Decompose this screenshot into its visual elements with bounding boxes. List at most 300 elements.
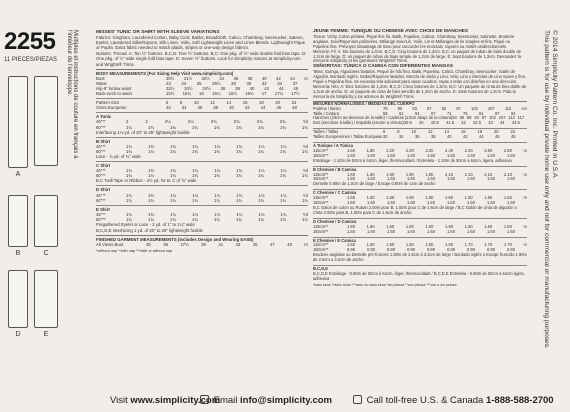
table-cell: 1¾	[214, 168, 221, 174]
table-cell: 36	[415, 134, 420, 140]
table-cell: 39	[201, 242, 206, 248]
table-cell: 1.60	[487, 176, 495, 182]
table-row	[313, 121, 527, 126]
table-cell: 1.60	[347, 176, 355, 182]
table-cell: 2.20	[405, 147, 414, 153]
table-cell: 1¾	[148, 192, 155, 198]
table-cell: 1.60	[367, 152, 375, 158]
garment-name: C Shirt	[96, 163, 111, 169]
table-cell: 33½	[184, 85, 193, 91]
finished-table	[96, 242, 308, 247]
table-cell: 92	[441, 105, 447, 111]
table-cell: 1.60	[425, 223, 434, 229]
garment-section	[313, 218, 527, 235]
table-cell: In	[304, 75, 308, 81]
table-cell: 15¾	[182, 91, 191, 97]
table-cell: 16½	[228, 91, 238, 97]
table-cell: 20	[493, 129, 499, 135]
garment-section	[96, 161, 308, 183]
mesures-heading: MESURES NORMALISÉES / MEDIDAS DEL CUERPO	[313, 101, 527, 107]
spanish-title: SEÑORITAS: TÚNICA O CAMISA CON DIFERENTES MANGAS	[313, 64, 453, 70]
table-cell: 1.60	[367, 176, 375, 182]
table-cell: 1.60	[367, 228, 375, 234]
mercerie-text: Mercerie: Fil. A: Dix boutons de 1,3cm. B,C,D: Cinq boutons de 1,3cm. B,C: un paquet de ruban de biais double de 1,3cm de large. D: un paquet de ruban de biais simple de 1,3cm de large. E: Sept boutons de 1,3cm. Demandez la mercerie Simplicity et les garnitures Wrights® Trims.	[313, 48, 521, 64]
table-cell: 1¾	[170, 143, 177, 149]
table-cell: 1.60	[366, 195, 375, 201]
table-cell: 1¾	[192, 173, 198, 179]
table-cell: 43	[235, 242, 241, 248]
table-cell: 1.60	[467, 176, 475, 182]
visit-link[interactable]: www.simplicity.com	[130, 395, 221, 406]
garment-name: E Chemise / E Camisa	[313, 237, 356, 243]
table-cell: 41.5	[446, 120, 454, 126]
tailles-table	[313, 128, 527, 140]
table-cell: 34½	[202, 85, 211, 91]
row-values	[166, 91, 308, 96]
table-cell: 1.60	[507, 228, 515, 234]
row-label: 115cm**	[313, 195, 329, 201]
table-cell: 1.60	[503, 223, 512, 229]
table-cell: 22	[510, 129, 515, 135]
table-cell: 35	[146, 242, 151, 248]
row-label: 45"**	[96, 211, 106, 217]
row-label: 150cm**	[313, 228, 329, 234]
table-cell: 28	[231, 80, 236, 86]
table-cell: 0.90	[367, 247, 375, 253]
tissus-text: Tissus: Vichy, Coton prélavé, Piqué fins fin, Batik, Popeline, Calicot, Chambray, Seersucker, Satinette, Broderie anglaise, Soie/Rayonnes prélavées, Mélange Soie/Lin, Voile, Lin et Mélanges de lin souples et fins, Piqué ou Popeline fine. Prévoyez davantage de tissu pour raccorder les écossais, rayures ou motifs unidirectionnels.	[313, 33, 515, 49]
table-cell: 1¾	[170, 173, 176, 179]
table-cell: 42	[461, 120, 466, 126]
garment-notions: Interfacing 1⅛ yd. of 20" to 25" lightweight fusible	[96, 129, 190, 135]
table-cell: 1.60	[447, 228, 455, 234]
table-cell: 1¾	[236, 211, 243, 217]
table-cell: 1.60	[347, 223, 355, 229]
table-cell: 36	[233, 75, 239, 81]
table-cell: 18	[259, 100, 264, 106]
row-label: Sizes-European	[96, 105, 127, 111]
table-cell: 1.60	[347, 147, 355, 153]
table-cell: 1.60	[386, 195, 395, 201]
visit-label: Visit	[110, 395, 128, 406]
table-cell: 1¾	[192, 192, 199, 198]
table-row	[96, 91, 308, 96]
body-measurements-heading: BODY MEASUREMENTS (For Sizing Help Visit www.simplicity.com)	[96, 69, 308, 76]
row-label: 150cm**	[313, 247, 329, 253]
row-label: Pattern Size	[96, 100, 120, 106]
table-cell: 1.60	[425, 195, 434, 201]
row-label: Tailles / Tallas	[313, 129, 339, 135]
table-cell: 1¾	[258, 216, 264, 222]
table-cell: 1.60	[487, 152, 495, 158]
table-cell: 23	[166, 80, 171, 86]
row-label: 45"**	[96, 168, 106, 174]
table-cell: 43	[488, 120, 493, 126]
table-cell: 15½	[166, 91, 175, 97]
table-cell: 1¾	[192, 143, 199, 149]
row-label: All Views Bust	[96, 242, 124, 248]
table-cell: 34	[219, 75, 225, 81]
table-cell: 40	[419, 120, 424, 126]
table-cell: 1¾	[192, 168, 199, 174]
footer-email	[200, 395, 332, 406]
garment-notions: B,C,D,E Entoilage - 0.90m de 50cm à 64cm, léger, thermocollant / B,C,D,E Entretela - 0.90m de 50cm a 64cm ligera, adhesiva	[313, 270, 525, 281]
table-cell: 1.60	[347, 171, 355, 177]
table-cell: 1¾	[280, 216, 286, 222]
table-cell: 42	[463, 134, 468, 140]
table-cell: 1¾	[258, 211, 265, 217]
table-cell: 1¾	[192, 197, 198, 203]
table-cell: 1.60	[447, 176, 455, 182]
table-cell: 0.90	[407, 247, 415, 253]
table-cell: 46	[293, 85, 299, 91]
table-cell: 49	[287, 242, 292, 248]
table-cell: 1¾	[148, 148, 154, 154]
table-cell: 2	[145, 119, 148, 125]
table-cell: 32½	[166, 85, 175, 91]
table-cell: 0.90	[347, 247, 355, 253]
table-cell: 34	[399, 134, 404, 140]
table-cell: 40	[447, 134, 452, 140]
table-cell: 1.60	[467, 200, 475, 206]
table-cell: 1.60	[407, 200, 415, 206]
table-cell: 1.60	[447, 152, 455, 158]
metrage-table	[313, 142, 527, 282]
table-cell: 1¾	[148, 143, 155, 149]
table-cell: 17	[261, 91, 267, 97]
table-cell: 1.60	[507, 176, 515, 182]
table-row	[96, 242, 308, 247]
table-cell: 1¾	[236, 216, 242, 222]
table-cell: 1¾	[192, 124, 198, 130]
table-cell: 36	[163, 242, 168, 248]
table-cell: 0.90	[487, 247, 495, 253]
table-cell: 38	[235, 85, 240, 91]
table-cell: 1¾	[236, 197, 242, 203]
garment-name: A Tunique / A Túnica	[313, 143, 353, 149]
garment-name: A Tunic	[96, 114, 112, 120]
table-cell: 1¾	[148, 211, 155, 217]
figure-b	[8, 195, 28, 257]
table-cell: 0.90	[427, 247, 435, 253]
table-cell: 0.90	[467, 247, 475, 253]
table-cell: cm	[521, 105, 527, 111]
table-cell: 1.50	[366, 242, 375, 248]
table-cell: 1¾	[236, 143, 243, 149]
table-cell: 1.60	[405, 195, 414, 201]
table-cell: 1.60	[427, 200, 435, 206]
table-cell: 18	[477, 129, 482, 135]
table-cell: 1¾	[170, 192, 177, 198]
row-label: 115cm**	[313, 223, 329, 229]
table-cell: 1.50	[386, 242, 395, 248]
row-values	[146, 242, 308, 247]
french-note-vertical	[66, 30, 80, 159]
row-label: 45"**	[96, 192, 106, 198]
table-cell: 10	[411, 129, 416, 135]
figure-c-label: C	[43, 250, 49, 257]
english-column	[96, 30, 308, 390]
garment-notions: Lace - ⅞ yd. of ¾" wide	[96, 153, 141, 159]
table-cell: 1¾	[126, 216, 132, 222]
table-cell: 6	[383, 129, 386, 135]
table-cell: 2.50	[503, 147, 512, 153]
table-cell: 1.60	[484, 223, 493, 229]
left-strip	[0, 0, 68, 412]
table-cell: 1.60	[507, 200, 515, 206]
garment-section	[96, 137, 308, 159]
row-label: 115cm**	[313, 147, 329, 153]
table-cell: 1¾	[214, 173, 220, 179]
table-cell: 1¾	[148, 197, 154, 203]
row-label: Waist	[96, 80, 107, 86]
table-cell: 2.10	[464, 171, 473, 177]
table-cell: 1¾	[280, 197, 286, 203]
table-cell: 1¾	[258, 197, 264, 203]
table-cell: 1¾	[236, 168, 243, 174]
table-cell: 32½	[201, 75, 210, 81]
row-label: 45"**	[96, 143, 106, 149]
table-cell: 38	[431, 134, 436, 140]
table-row	[313, 230, 527, 235]
table-cell: 16¾	[245, 91, 254, 97]
mesures-table	[313, 107, 527, 127]
table-cell: 107	[498, 115, 506, 121]
table-cell: 1¾	[280, 168, 287, 174]
table-cell: 1¾	[170, 197, 176, 203]
table-cell: 1¾	[126, 143, 132, 149]
table-cell: 2¾	[256, 119, 263, 125]
garment-name: B,C,D,E	[313, 266, 329, 272]
table-cell: 1¾	[170, 148, 176, 154]
footer-bar	[0, 392, 570, 412]
table-cell: 1.60	[405, 223, 414, 229]
copyright-text: © 2014 Simplicity Pattern Co. Inc. Printed in U.S.A.	[551, 30, 558, 180]
table-cell: 40	[249, 85, 255, 91]
row-values	[404, 121, 527, 126]
table-cell: 1.60	[503, 195, 512, 201]
table-cell: 78	[383, 105, 388, 111]
table-cell: 42	[264, 85, 270, 91]
table-cell: 1¾	[126, 124, 132, 130]
garment-notions: Broderie anglaise ou Dentelle pré-froncée 1.80m de 2.5cm à 3.2cm de large / Bordado inglés o Encaje fruncido 1.80m de 2.5cm a 3.2cm de ancho	[313, 252, 527, 263]
table-cell: 61	[399, 110, 404, 116]
table-cell: 1¾	[214, 192, 221, 198]
table-cell: 1¾	[126, 168, 132, 174]
table-cell: Yd	[302, 168, 308, 174]
table-cell: 44	[479, 134, 484, 140]
table-cell: 1.70	[484, 242, 493, 248]
table-cell: 71	[447, 110, 452, 116]
table-cell: 1¾	[192, 211, 199, 217]
garment-notions: B,C Galon de coton ou Ruban 2.00m pour B, 1.50m pour C de 1.6cm de large / B,C Galón de cinta de algodón o Cinta 2.00m para B, 1.50m para C de 1.6cm de ancho	[313, 205, 517, 215]
table-cell: 40.5	[430, 120, 439, 126]
table-cell: 1¾	[126, 148, 132, 154]
table-cell: 1.60	[425, 242, 434, 248]
table-cell: 1¾	[280, 173, 286, 179]
pattern-number: 2255	[4, 28, 56, 55]
garment-section	[313, 237, 527, 264]
table-cell: 17¼	[274, 91, 284, 97]
table-cell: 41	[218, 242, 224, 248]
table-cell: m	[523, 242, 527, 248]
table-cell: 1.60	[407, 228, 415, 234]
table-cell: 2.10	[484, 171, 493, 177]
row-values	[383, 135, 527, 140]
table-cell: 32	[166, 105, 171, 111]
row-label: Hanches (23cm au-dessous de la taille) / Caderas (23cm abajo de la cintura)	[313, 115, 453, 121]
english-title: MISSES' TUNIC OR SHIRT WITH SLEEVE VARIATIONS	[96, 30, 220, 35]
table-cell: 1¾	[258, 143, 265, 149]
table-cell: 1¾	[280, 192, 287, 198]
table-cell: 1¾	[148, 216, 154, 222]
table-cell: 1¾	[148, 168, 155, 174]
garment-name: C Chemise / C Camisa	[313, 190, 357, 196]
table-cell: Yd	[302, 211, 308, 217]
table-cell: 1.60	[507, 152, 515, 158]
table-cell: 1¾	[126, 211, 132, 217]
table-cell: 40	[229, 105, 234, 111]
row-label: 115cm**	[313, 171, 329, 177]
row-label: Hip-9" below waist	[96, 85, 132, 91]
finished-heading: FINISHED GARMENT MEASUREMENTS (Includes Design and Wearing EASE)	[96, 235, 308, 242]
table-cell: 102	[470, 105, 478, 111]
table-cell: 2¼	[187, 119, 194, 125]
garment-section	[96, 185, 308, 202]
table-cell: 1.50	[347, 242, 355, 248]
row-label: Back-neck to waist	[96, 91, 132, 97]
table-cell: 46	[276, 105, 282, 111]
email-link[interactable]: info@simplicity.com	[240, 395, 333, 406]
table-cell: 2.20	[386, 147, 395, 153]
table-cell: 1.60	[447, 200, 455, 206]
merceria-text: Mercería: Hilo. A: Diez botones de 1,3cm. B,C,D: Cinco botones de 1,3cm. B,C: Un paquete de cinta de bies doble de 1,3cm de ancho. D: un paquete de cinta de bies sencillo de 1,3cm de ancho. E: Siete botones de 1,3cm. Pida la mercería de Simplicity y los adornos de Wrights® Trims.	[313, 83, 527, 99]
table-cell: 1¾	[170, 168, 177, 174]
table-cell: 1¾	[258, 168, 265, 174]
usage-notice: This pattern is for use by individual private home use only and not for commercial or manufacturing purposes.	[543, 30, 550, 349]
table-cell: 8	[179, 100, 183, 106]
row-values	[347, 230, 527, 235]
garment-notions: B,C Twill Tape or Ribbon - 2½ yd. for B, C of ⅝" wide	[96, 178, 197, 184]
email-label: Email	[213, 395, 238, 406]
row-label: 60"**	[96, 216, 106, 222]
garment-name: D Shirt	[96, 187, 111, 193]
table-cell: 85	[459, 115, 465, 121]
table-cell: 67	[431, 110, 436, 116]
table-cell: 2.50	[484, 147, 493, 153]
table-cell: Yd	[302, 119, 308, 125]
garment-section	[96, 205, 308, 227]
table-cell: 32	[383, 134, 388, 140]
table-cell: 1¾	[236, 124, 242, 130]
figure-a	[8, 76, 28, 178]
table-cell: 107	[487, 105, 495, 111]
table-cell: 1¾	[148, 124, 154, 130]
garment-section	[313, 189, 527, 216]
table-cell: 1¾	[170, 216, 176, 222]
table-cell: 34	[277, 80, 282, 86]
table-cell: 1.60	[487, 200, 495, 206]
figure-e	[34, 270, 58, 338]
garment-section	[313, 142, 527, 164]
table-cell: 1.60	[387, 200, 395, 206]
row-label: Taille / Cintura	[313, 110, 339, 116]
table-cell: 2.40	[445, 147, 454, 153]
table-cell: 44.5	[511, 120, 520, 126]
garment-name: D Chemise / D Camisa	[313, 218, 357, 224]
garment-name: E Shirt	[96, 206, 110, 212]
table-cell: 1.60	[467, 228, 475, 234]
table-cell: 6	[166, 100, 169, 106]
table-cell: 1.60	[467, 152, 475, 158]
table-cell: 1.60	[445, 242, 454, 248]
table-cell: 8	[397, 129, 400, 135]
yardage-table	[96, 112, 308, 227]
table-cell: 42.5	[473, 120, 481, 126]
table-cell: 81	[479, 110, 484, 116]
row-label: Poitrine / Busto	[313, 105, 341, 111]
table-cell: 47	[269, 242, 275, 248]
row-values	[126, 198, 308, 203]
garment-section	[313, 265, 527, 282]
table-cell: 1¾	[192, 148, 198, 154]
table-cell: 2.10	[445, 171, 454, 177]
table-cell: 48	[511, 134, 516, 140]
table-cell: 17½	[291, 91, 300, 97]
row-values	[126, 125, 308, 130]
table-cell: 112	[508, 115, 515, 121]
table-cell: 2.20	[425, 147, 434, 153]
table-cell: 97	[456, 105, 461, 111]
table-cell: 1.60	[387, 176, 395, 182]
table-cell: 1.70	[503, 242, 512, 248]
table-cell: Yd	[302, 143, 308, 149]
table-cell: 92	[474, 115, 479, 121]
table-cell: 0.90	[387, 247, 395, 253]
footer-call	[353, 395, 554, 406]
bcde-interfacing: B,C,D,E Interfacing 1 yd. of 20" to 25" lightweight fusible	[96, 228, 203, 234]
row-label: Bust	[96, 75, 105, 81]
row-label: Dos (encolure à taille) / Espalda (escote a cintura)	[313, 120, 404, 126]
table-cell: 1.60	[366, 171, 375, 177]
table-cell: 30	[246, 80, 252, 86]
table-cell: 1.90	[425, 171, 434, 177]
row-label: 115cm**	[313, 242, 329, 248]
row-label: 150cm**	[313, 176, 329, 182]
table-cell: 1.60	[366, 223, 375, 229]
table-cell: 1.70	[464, 242, 473, 248]
table-cell: 102	[489, 115, 496, 121]
table-cell: 16	[242, 100, 248, 106]
table-cell: 1.60	[427, 228, 435, 234]
garment-notions: Dentelle 0.80m de 1.0cm de large / Encaje 0.80m de 1cm de ancho	[313, 181, 436, 187]
call-number[interactable]: 1-888-588-2700	[485, 395, 554, 406]
table-cell: In	[304, 242, 308, 248]
table-cell: 1.60	[347, 152, 355, 158]
table-cell: 1¾	[214, 143, 221, 149]
table-cell: 38	[247, 75, 253, 81]
table-cell: 16¼	[212, 91, 221, 97]
row-values	[166, 105, 308, 110]
table-cell: 1¾	[126, 173, 132, 179]
table-cell: 39.5	[403, 120, 412, 126]
table-cell: 1.60	[347, 195, 355, 201]
table-cell: 1¾	[302, 197, 308, 203]
table-cell: 40	[261, 75, 267, 81]
table-cell: 42	[275, 75, 281, 81]
table-cell: 1.80	[366, 147, 375, 153]
figure-d	[8, 270, 28, 338]
table-cell: 10	[193, 100, 199, 106]
